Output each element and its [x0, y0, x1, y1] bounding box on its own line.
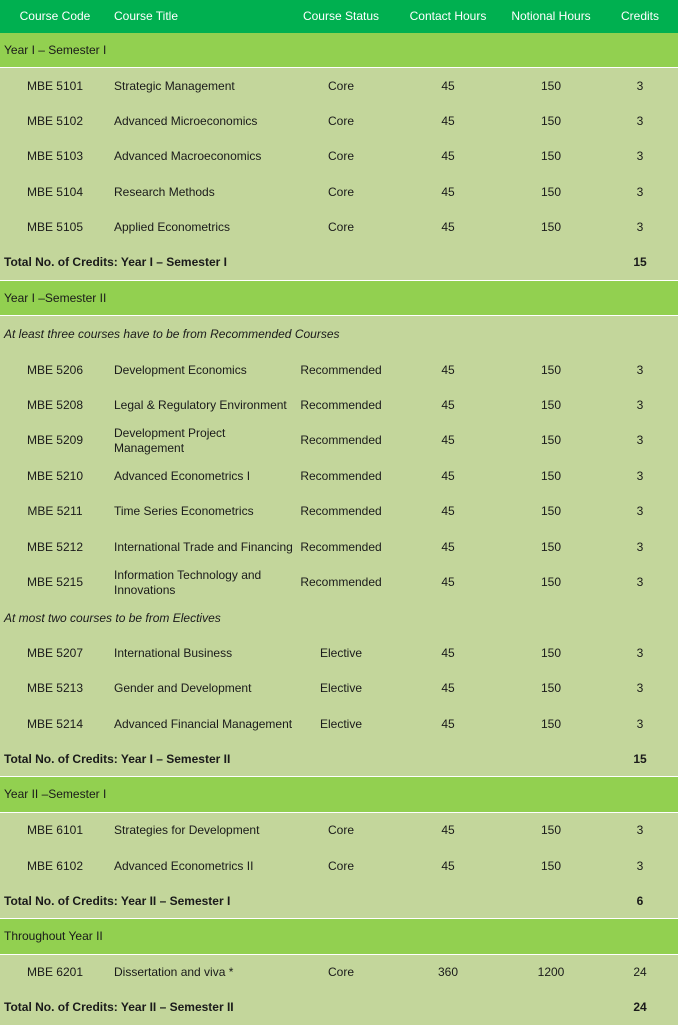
credits: 3 [636, 681, 644, 695]
notional-hours: 150 [540, 184, 562, 199]
notional-hours: 150 [540, 398, 562, 412]
section-label: Throughout Year II [4, 929, 103, 943]
notional-hours: 150 [540, 539, 562, 554]
notional-hours: 150 [540, 575, 562, 589]
course-code: MBE 5211 [27, 504, 83, 518]
contact-hours: 45 [441, 433, 455, 447]
credits: 3 [636, 539, 644, 554]
course-status: Recommended [300, 539, 382, 554]
course-code: MBE 5210 [26, 468, 84, 483]
course-code: MBE 5105 [26, 220, 84, 234]
course-status: Recommended [300, 504, 382, 518]
course-title: Information Technology and Innovations [114, 567, 262, 597]
note-row [0, 316, 678, 352]
total-row [0, 990, 678, 1025]
header-course-code: Course Code [19, 9, 91, 23]
course-code: MBE 5208 [26, 398, 84, 412]
contact-hours: 45 [441, 823, 455, 837]
contact-hours: 45 [441, 398, 455, 412]
credits: 3 [636, 858, 644, 873]
contact-hours: 45 [441, 681, 455, 695]
contact-hours: 45 [441, 184, 455, 199]
course-code: MBE 5103 [26, 149, 84, 163]
course-code: MBE 5207 [26, 646, 84, 660]
notional-hours: 150 [540, 823, 562, 837]
course-title: Strategic Management [114, 78, 235, 93]
table-row [0, 494, 678, 529]
notional-hours: 150 [540, 716, 562, 731]
notional-hours: 150 [540, 433, 562, 447]
total-label: Total No. of Credits: Year II – Semester I [4, 893, 231, 908]
credits: 3 [636, 149, 644, 163]
credits: 3 [636, 184, 644, 199]
course-title: Advanced Econometrics II [114, 858, 254, 873]
credits: 3 [636, 646, 644, 660]
total-credits: 15 [633, 751, 647, 766]
contact-hours: 45 [441, 716, 455, 731]
credits: 3 [636, 575, 644, 589]
table-row [0, 458, 678, 494]
header-contact-hours: Contact Hours [409, 9, 487, 23]
table-row [0, 706, 678, 742]
course-status: Core [327, 823, 354, 837]
course-status: Elective [319, 716, 363, 731]
section-row [0, 777, 678, 813]
course-status: Recommended [300, 575, 382, 589]
credits: 3 [636, 220, 644, 234]
table-row [0, 671, 678, 706]
total-credits: 6 [636, 893, 644, 908]
notional-hours: 150 [540, 858, 562, 873]
course-code: MBE 5206 [26, 362, 84, 377]
contact-hours: 45 [441, 114, 455, 128]
course-code: MBE 5209 [26, 433, 84, 447]
notional-hours: 150 [540, 220, 562, 234]
course-title: Development Economics [114, 362, 247, 377]
table-header [0, 0, 678, 33]
credits: 3 [636, 468, 644, 483]
contact-hours: 45 [441, 539, 455, 554]
header-course-status: Course Status [302, 9, 380, 23]
course-title: Dissertation and viva * [114, 965, 234, 979]
course-code: MBE 5102 [26, 114, 84, 128]
section-row [0, 919, 678, 955]
credits: 3 [636, 823, 644, 837]
course-title: International Trade and Financing [114, 539, 293, 554]
total-row [0, 884, 678, 919]
table-row [0, 423, 678, 458]
table-body [0, 33, 678, 1025]
table-row [0, 352, 678, 388]
notional-hours: 150 [540, 362, 562, 377]
course-status: Recommended [300, 468, 382, 483]
contact-hours: 45 [441, 220, 455, 234]
table-row [0, 636, 678, 671]
course-status: Core [327, 114, 354, 128]
contact-hours: 45 [441, 149, 455, 163]
course-status: Core [327, 184, 354, 199]
course-title: International Business [114, 646, 233, 660]
notional-hours: 150 [540, 468, 562, 483]
contact-hours: 45 [441, 468, 455, 483]
section-row [0, 33, 678, 68]
course-title: Advanced Macroeconomics [114, 149, 262, 163]
notional-hours: 150 [540, 646, 562, 660]
table-row [0, 210, 678, 245]
course-status: Recommended [300, 362, 382, 377]
course-code: MBE 6102 [26, 858, 84, 873]
course-status: Recommended [300, 398, 382, 412]
header-notional-hours: Notional Hours [511, 9, 591, 23]
credits: 3 [636, 433, 644, 447]
total-row [0, 742, 678, 777]
contact-hours: 45 [441, 78, 455, 93]
total-label: Total No. of Credits: Year I – Semester II [4, 751, 231, 766]
course-title: Applied Econometrics [114, 220, 231, 234]
total-label: Total No. of Credits: Year I – Semester I [4, 255, 227, 269]
contact-hours: 45 [441, 504, 455, 518]
course-status: Core [327, 858, 354, 873]
table-row [0, 388, 678, 423]
credits: 3 [636, 114, 644, 128]
table-row [0, 174, 678, 210]
credits: 3 [636, 504, 644, 518]
course-status: Core [327, 149, 354, 163]
course-status: Core [327, 220, 354, 234]
notional-hours: 150 [540, 114, 562, 128]
notional-hours: 1200 [537, 965, 565, 979]
contact-hours: 360 [437, 965, 459, 979]
notional-hours: 150 [540, 78, 562, 93]
table-row [0, 68, 678, 104]
course-code: MBE 5213 [26, 681, 84, 695]
course-title: Development Project Management [114, 425, 226, 455]
note-label: At least three courses have to be from Recommended Courses [4, 326, 340, 341]
table-row [0, 529, 678, 565]
header-course-title: Course Title [114, 9, 179, 23]
table-row [0, 104, 678, 139]
course-code: MBE 6101 [26, 823, 84, 837]
course-status: Elective [319, 646, 363, 660]
course-status: Core [327, 78, 354, 93]
course-code: MBE 5101 [26, 78, 84, 93]
course-title: Gender and Development [114, 681, 252, 695]
note-row [0, 600, 678, 636]
credits: 3 [636, 398, 644, 412]
header-credits: Credits [620, 9, 659, 23]
table-row [0, 139, 678, 174]
course-title: Legal & Regulatory Environment [114, 398, 287, 412]
section-label: Year I – Semester I [4, 42, 107, 57]
total-row [0, 245, 678, 281]
course-title: Advanced Econometrics I [114, 468, 251, 483]
note-label: At most two courses to be from Electives [4, 610, 221, 625]
course-title: Advanced Financial Management [114, 716, 293, 731]
credits: 3 [636, 716, 644, 731]
table-row [0, 565, 678, 600]
notional-hours: 150 [540, 149, 562, 163]
section-label: Year I –Semester II [4, 290, 107, 305]
contact-hours: 45 [441, 646, 455, 660]
course-title: Advanced Microeconomics [114, 114, 258, 128]
contact-hours: 45 [441, 575, 455, 589]
total-credits: 15 [633, 255, 647, 269]
notional-hours: 150 [540, 681, 562, 695]
total-credits: 24 [633, 1000, 647, 1014]
course-title: Time Series Econometrics [114, 504, 254, 518]
table-row [0, 848, 678, 884]
course-status: Recommended [300, 433, 382, 447]
course-code: MBE 6201 [26, 965, 84, 979]
contact-hours: 45 [441, 362, 455, 377]
course-status: Core [327, 965, 354, 979]
total-label: Total No. of Credits: Year II – Semester II [4, 1000, 234, 1014]
course-code: MBE 5212 [26, 539, 84, 554]
course-title: Strategies for Development [114, 823, 260, 837]
notional-hours: 150 [540, 504, 562, 518]
course-code: MBE 5214 [26, 716, 84, 731]
credits: 3 [636, 78, 644, 93]
credits: 24 [633, 965, 647, 979]
course-title: Research Methods [114, 184, 215, 199]
table-row [0, 813, 678, 848]
course-code: MBE 5215 [26, 575, 84, 589]
course-code: MBE 5104 [26, 184, 84, 199]
table-row [0, 955, 678, 990]
contact-hours: 45 [441, 858, 455, 873]
section-row [0, 281, 678, 316]
section-label: Year II –Semester I [4, 787, 107, 801]
course-status: Elective [319, 681, 363, 695]
credits: 3 [636, 362, 644, 377]
